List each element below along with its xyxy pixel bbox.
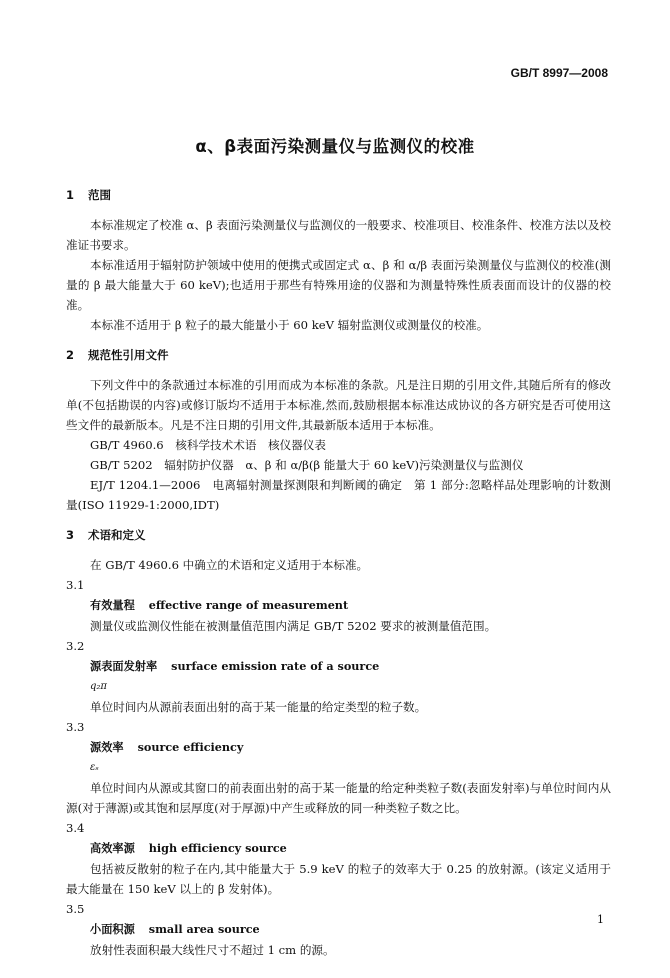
section-title: 规范性引用文件 (88, 348, 169, 362)
term-number: 3.4 (66, 821, 85, 835)
term-definition: 放射性表面积最大线性尺寸不超过 1 cm 的源。 (90, 943, 335, 957)
reference-item: GB/T 5202 辐射防护仪器 α、β 和 α/β(β 能量大于 60 keV)污染测量仪与监测仪 (90, 458, 524, 472)
term-number: 3.5 (66, 902, 85, 916)
term-name: 小面积源 small area source (90, 922, 260, 936)
section-number: 2 (66, 348, 75, 362)
paragraph: 本标准规定了校准 α、β 表面污染测量仪与监测仪的一般要求、校准项目、校准条件、校准方法以及校准证书要求。 (66, 218, 611, 252)
term-definition: 单位时间内从源前表面出射的高于某一能量的给定类型的粒子数。 (90, 700, 427, 714)
section-title: 范围 (88, 188, 111, 202)
document-title: α、β表面污染测量仪与监测仪的校准 (195, 137, 475, 156)
paragraph: 本标准不适用于 β 粒子的最大能量小于 60 keV 辐射监测仪或测量仪的校准。 (90, 318, 489, 332)
section-normative-references (66, 345, 611, 515)
section-heading (66, 185, 611, 205)
paragraph: 本标准适用于辐射防护领域中使用的便携式或固定式 α、β 和 α/β 表面污染测量仪与监测仪的校准(测量的 β 最大能量大于 60 keV);也适用于那些有特殊用途的仪器和为测量特殊性质表面而设计的仪器的校准。 (66, 258, 611, 312)
reference-item: GB/T 4960.6 核科学技术术语 核仪器仪表 (90, 438, 326, 452)
paragraph: 在 GB/T 4960.6 中确立的术语和定义适用于本标准。 (90, 558, 369, 572)
section-title: 术语和定义 (88, 528, 146, 542)
document-body (66, 185, 611, 970)
term-number: 3.2 (66, 639, 85, 653)
section-terms (66, 525, 611, 960)
term-symbol: εₛ (90, 762, 99, 773)
section-heading (66, 525, 611, 545)
term-name: 高效率源 high efficiency source (90, 841, 287, 855)
page-number: 1 (597, 913, 604, 926)
term-number: 3.1 (66, 578, 85, 592)
section-heading (66, 345, 611, 365)
section-number: 1 (66, 188, 75, 202)
term-symbol: q₂π (90, 681, 107, 692)
paragraph: 下列文件中的条款通过本标准的引用而成为本标准的条款。凡是注日期的引用文件,其随后所有的修改单(不包括勘误的内容)或修订版均不适用于本标准,然而,鼓励根据本标准达成协议的各方研究是否可使用这些文件的最新版本。凡是不注日期的引用文件,其最新版本适用于本标准。 (66, 378, 611, 432)
reference-item: EJ/T 1204.1—2006 电离辐射测量探测限和判断阈的确定 第 1 部分:忽略样品处理影响的计数测量(ISO 11929-1:2000,IDT) (66, 478, 611, 512)
document-code: GB/T 8997—2008 (510, 66, 608, 80)
section-scope (66, 185, 611, 335)
term-name: 源效率 source efficiency (90, 740, 244, 754)
term-number: 3.3 (66, 720, 85, 734)
section-number: 3 (66, 528, 75, 542)
term-definition: 单位时间内从源或其窗口的前表面出射的高于某一能量的给定种类粒子数(表面发射率)与单位时间内从源(对于薄源)或其饱和层厚度(对于厚源)中产生或释放的同一种类粒子数之比。 (66, 781, 611, 815)
term-definition: 包括被反散射的粒子在内,其中能量大于 5.9 keV 的粒子的效率大于 0.25 的放射源。(该定义适用于最大能量在 150 keV 以上的 β 发射体)。 (66, 862, 611, 896)
term-name: 有效量程 effective range of measurement (90, 598, 349, 612)
term-definition: 测量仪或监测仪性能在被测量值范围内满足 GB/T 5202 要求的被测量值范围。 (90, 619, 497, 633)
term-name: 源表面发射率 surface emission rate of a source (90, 659, 380, 673)
